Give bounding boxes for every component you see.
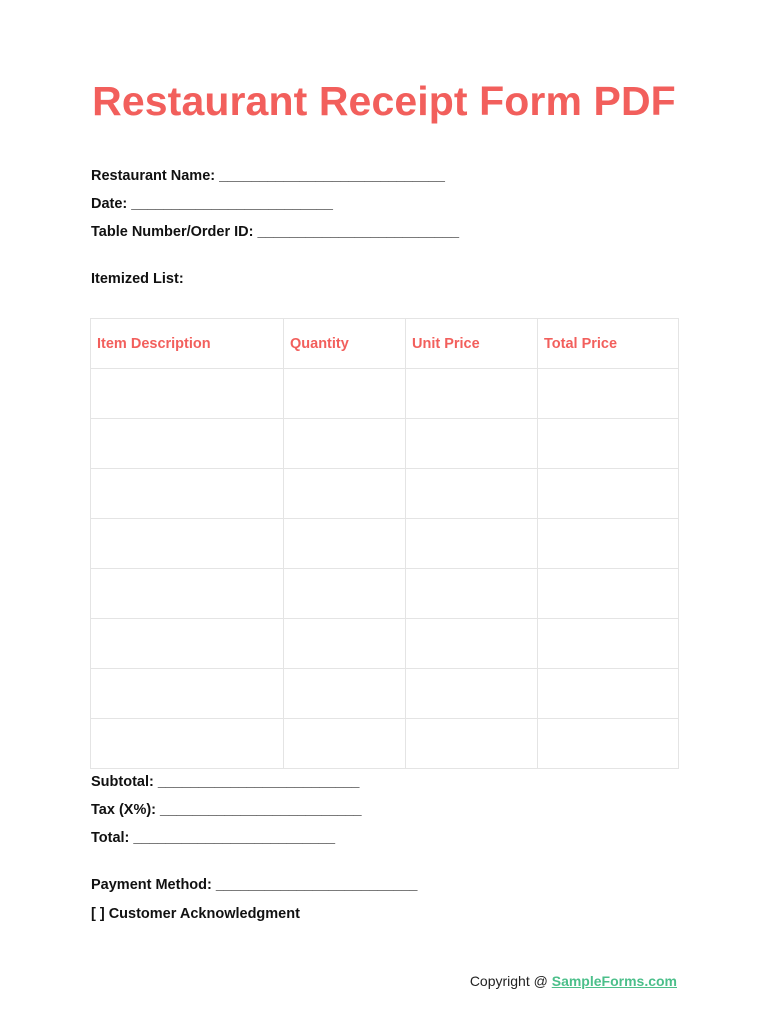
cell-item-description[interactable] [91, 469, 284, 519]
cell-unit-price[interactable] [406, 519, 538, 569]
cell-quantity[interactable] [284, 419, 406, 469]
header-item-description: Item Description [91, 319, 284, 369]
cell-unit-price[interactable] [406, 469, 538, 519]
date-field[interactable]: Date: _________________________ [91, 196, 333, 212]
copyright-footer [470, 973, 677, 989]
table-row [91, 469, 679, 519]
cell-quantity[interactable] [284, 619, 406, 669]
cell-total-price[interactable] [538, 419, 679, 469]
cell-item-description[interactable] [91, 719, 284, 769]
payment-method-field[interactable]: Payment Method: _________________________ [91, 877, 418, 893]
table-order-id-field[interactable]: Table Number/Order ID: _________________________ [91, 224, 460, 240]
cell-quantity[interactable] [284, 369, 406, 419]
cell-quantity[interactable] [284, 719, 406, 769]
table-row [91, 669, 679, 719]
cell-total-price[interactable] [538, 519, 679, 569]
cell-unit-price[interactable] [406, 669, 538, 719]
total-field[interactable]: Total: _________________________ [91, 830, 336, 846]
itemized-list-label: Itemized List: [91, 271, 184, 287]
cell-item-description[interactable] [91, 519, 284, 569]
cell-item-description[interactable] [91, 369, 284, 419]
header-quantity: Quantity [284, 319, 406, 369]
header-unit-price: Unit Price [406, 319, 538, 369]
table-row [91, 519, 679, 569]
itemized-table [90, 318, 679, 769]
cell-quantity[interactable] [284, 669, 406, 719]
table-row [91, 719, 679, 769]
cell-total-price[interactable] [538, 469, 679, 519]
cell-total-price[interactable] [538, 369, 679, 419]
cell-quantity[interactable] [284, 519, 406, 569]
cell-total-price[interactable] [538, 719, 679, 769]
cell-quantity[interactable] [284, 569, 406, 619]
sampleforms-link[interactable]: SampleForms.com [551, 973, 677, 989]
cell-item-description[interactable] [91, 419, 284, 469]
table-row [91, 569, 679, 619]
cell-item-description[interactable] [91, 669, 284, 719]
table-header-row [91, 319, 679, 369]
cell-total-price[interactable] [538, 669, 679, 719]
restaurant-name-field[interactable]: Restaurant Name: ____________________________ [91, 168, 445, 184]
copyright-text: Copyright @ [469, 973, 552, 989]
page-title: Restaurant Receipt Form PDF [92, 78, 676, 124]
table-row [91, 619, 679, 669]
tax-field[interactable]: Tax (X%): _________________________ [91, 802, 362, 818]
subtotal-field[interactable]: Subtotal: _________________________ [91, 774, 360, 790]
cell-quantity[interactable] [284, 469, 406, 519]
cell-item-description[interactable] [91, 619, 284, 669]
cell-unit-price[interactable] [406, 619, 538, 669]
cell-total-price[interactable] [538, 569, 679, 619]
cell-unit-price[interactable] [406, 419, 538, 469]
cell-unit-price[interactable] [406, 719, 538, 769]
cell-unit-price[interactable] [406, 569, 538, 619]
cell-item-description[interactable] [91, 569, 284, 619]
cell-unit-price[interactable] [406, 369, 538, 419]
cell-total-price[interactable] [538, 619, 679, 669]
table-row [91, 369, 679, 419]
header-total-price: Total Price [538, 319, 679, 369]
table-row [91, 419, 679, 469]
customer-acknowledgment-checkbox[interactable]: [ ] Customer Acknowledgment [91, 906, 300, 922]
